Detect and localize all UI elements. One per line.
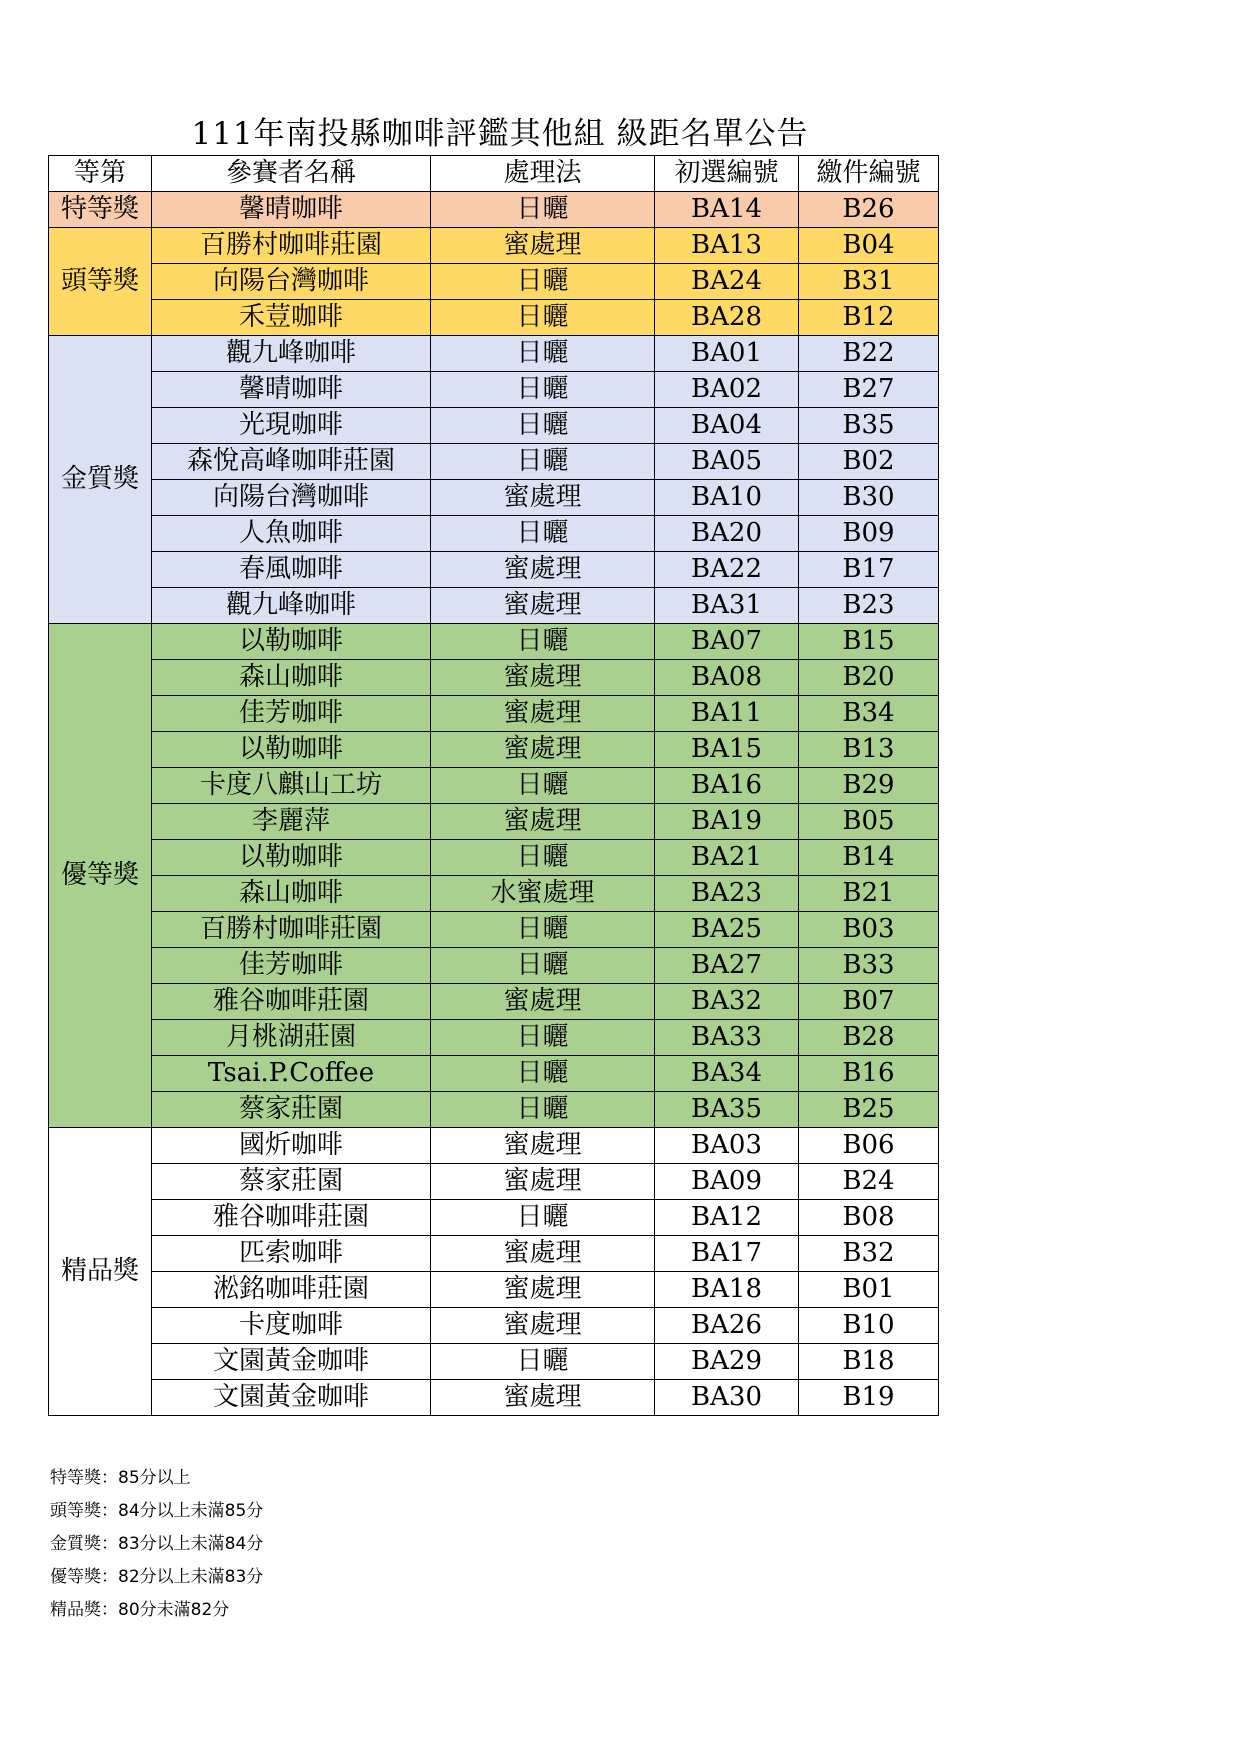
note-line: 金質獎：83分以上未滿84分: [50, 1534, 264, 1554]
participant-cell: 觀九峰咖啡: [152, 336, 431, 372]
process-cell: 蜜處理: [431, 732, 655, 768]
table-row: [49, 696, 939, 732]
participant-cell: 卡度八麒山工坊: [152, 768, 431, 804]
process-cell: 日曬: [431, 912, 655, 948]
process-cell: 日曬: [431, 516, 655, 552]
participant-cell: 森山咖啡: [152, 876, 431, 912]
submission-number-cell: B01: [799, 1272, 939, 1308]
participant-cell: 國炘咖啡: [152, 1128, 431, 1164]
preliminary-number-cell: BA01: [655, 336, 799, 372]
process-cell: 日曬: [431, 444, 655, 480]
table-row: [49, 1308, 939, 1344]
participant-cell: 蔡家莊園: [152, 1092, 431, 1128]
table-row: [49, 552, 939, 588]
grade-cell: 精品獎: [49, 1128, 152, 1416]
submission-number-cell: B32: [799, 1236, 939, 1272]
table-row: [49, 408, 939, 444]
submission-number-cell: B16: [799, 1056, 939, 1092]
preliminary-number-cell: BA35: [655, 1092, 799, 1128]
participant-cell: 森山咖啡: [152, 660, 431, 696]
process-cell: 日曬: [431, 336, 655, 372]
table-row: [49, 588, 939, 624]
participant-cell: 馨晴咖啡: [152, 372, 431, 408]
preliminary-number-cell: BA07: [655, 624, 799, 660]
process-cell: 蜜處理: [431, 1380, 655, 1416]
table-row: [49, 336, 939, 372]
note-line: 優等獎：82分以上未滿83分: [50, 1567, 264, 1587]
preliminary-number-cell: BA31: [655, 588, 799, 624]
submission-number-cell: B10: [799, 1308, 939, 1344]
process-cell: 日曬: [431, 372, 655, 408]
process-cell: 日曬: [431, 1200, 655, 1236]
results-table: [48, 155, 939, 1416]
table-row: [49, 480, 939, 516]
note-line: 特等獎：85分以上: [50, 1468, 191, 1488]
preliminary-number-cell: BA19: [655, 804, 799, 840]
table-row: [49, 228, 939, 264]
preliminary-number-cell: BA27: [655, 948, 799, 984]
grade-cell: 特等獎: [49, 192, 152, 228]
table-row: [49, 264, 939, 300]
preliminary-number-cell: BA04: [655, 408, 799, 444]
participant-cell: 百勝村咖啡莊園: [152, 228, 431, 264]
header-grade: 等第: [49, 156, 152, 192]
submission-number-cell: B33: [799, 948, 939, 984]
preliminary-number-cell: BA16: [655, 768, 799, 804]
preliminary-number-cell: BA29: [655, 1344, 799, 1380]
process-cell: 日曬: [431, 840, 655, 876]
submission-number-cell: B12: [799, 300, 939, 336]
grade-cell: 頭等獎: [49, 228, 152, 336]
submission-number-cell: B25: [799, 1092, 939, 1128]
process-cell: 日曬: [431, 408, 655, 444]
table-row: [49, 732, 939, 768]
participant-cell: 匹索咖啡: [152, 1236, 431, 1272]
table-row: [49, 516, 939, 552]
submission-number-cell: B26: [799, 192, 939, 228]
participant-cell: 百勝村咖啡莊園: [152, 912, 431, 948]
process-cell: 日曬: [431, 1092, 655, 1128]
note-line: 頭等獎：84分以上未滿85分: [50, 1501, 264, 1521]
preliminary-number-cell: BA20: [655, 516, 799, 552]
preliminary-number-cell: BA33: [655, 1020, 799, 1056]
participant-cell: 文園黃金咖啡: [152, 1380, 431, 1416]
grade-cell: 金質獎: [49, 336, 152, 624]
preliminary-number-cell: BA30: [655, 1380, 799, 1416]
participant-cell: 佳芳咖啡: [152, 948, 431, 984]
preliminary-number-cell: BA14: [655, 192, 799, 228]
preliminary-number-cell: BA18: [655, 1272, 799, 1308]
preliminary-number-cell: BA26: [655, 1308, 799, 1344]
participant-cell: 禾荳咖啡: [152, 300, 431, 336]
table-row: [49, 1092, 939, 1128]
process-cell: 日曬: [431, 264, 655, 300]
table-row: [49, 1380, 939, 1416]
process-cell: 日曬: [431, 948, 655, 984]
table-row: [49, 624, 939, 660]
submission-number-cell: B04: [799, 228, 939, 264]
process-cell: 蜜處理: [431, 228, 655, 264]
table-row: [49, 1272, 939, 1308]
table-row: [49, 1344, 939, 1380]
preliminary-number-cell: BA34: [655, 1056, 799, 1092]
table-row: [49, 1056, 939, 1092]
header-submission-number: 繳件編號: [799, 156, 939, 192]
submission-number-cell: B02: [799, 444, 939, 480]
participant-cell: 雅谷咖啡莊園: [152, 1200, 431, 1236]
participant-cell: 蔡家莊園: [152, 1164, 431, 1200]
table-row: [49, 1236, 939, 1272]
participant-cell: 以勒咖啡: [152, 732, 431, 768]
table-row: [49, 192, 939, 228]
participant-cell: 馨晴咖啡: [152, 192, 431, 228]
participant-cell: 佳芳咖啡: [152, 696, 431, 732]
preliminary-number-cell: BA11: [655, 696, 799, 732]
participant-cell: 以勒咖啡: [152, 840, 431, 876]
table-row: [49, 1020, 939, 1056]
table-row: [49, 840, 939, 876]
participant-cell: 李麗萍: [152, 804, 431, 840]
table-body: [49, 192, 939, 1416]
process-cell: 蜜處理: [431, 1128, 655, 1164]
submission-number-cell: B27: [799, 372, 939, 408]
table-row: [49, 372, 939, 408]
preliminary-number-cell: BA10: [655, 480, 799, 516]
process-cell: 日曬: [431, 300, 655, 336]
note-line: 精品獎：80分未滿82分: [50, 1600, 230, 1620]
submission-number-cell: B28: [799, 1020, 939, 1056]
participant-cell: 人魚咖啡: [152, 516, 431, 552]
participant-cell: 森悅高峰咖啡莊園: [152, 444, 431, 480]
submission-number-cell: B24: [799, 1164, 939, 1200]
submission-number-cell: B34: [799, 696, 939, 732]
submission-number-cell: B18: [799, 1344, 939, 1380]
process-cell: 蜜處理: [431, 1164, 655, 1200]
process-cell: 蜜處理: [431, 552, 655, 588]
submission-number-cell: B35: [799, 408, 939, 444]
table-row: [49, 1128, 939, 1164]
preliminary-number-cell: BA09: [655, 1164, 799, 1200]
process-cell: 蜜處理: [431, 1236, 655, 1272]
table-row: [49, 876, 939, 912]
preliminary-number-cell: BA02: [655, 372, 799, 408]
table-row: [49, 1164, 939, 1200]
preliminary-number-cell: BA23: [655, 876, 799, 912]
preliminary-number-cell: BA08: [655, 660, 799, 696]
participant-cell: 以勒咖啡: [152, 624, 431, 660]
process-cell: 日曬: [431, 1056, 655, 1092]
process-cell: 蜜處理: [431, 696, 655, 732]
participant-cell: 光現咖啡: [152, 408, 431, 444]
preliminary-number-cell: BA32: [655, 984, 799, 1020]
process-cell: 蜜處理: [431, 588, 655, 624]
table-row: [49, 1200, 939, 1236]
submission-number-cell: B14: [799, 840, 939, 876]
header-process: 處理法: [431, 156, 655, 192]
submission-number-cell: B15: [799, 624, 939, 660]
submission-number-cell: B09: [799, 516, 939, 552]
preliminary-number-cell: BA25: [655, 912, 799, 948]
page-title: 111年南投縣咖啡評鑑其他組 級距名單公告: [191, 116, 809, 152]
preliminary-number-cell: BA12: [655, 1200, 799, 1236]
participant-cell: 月桃湖莊園: [152, 1020, 431, 1056]
submission-number-cell: B23: [799, 588, 939, 624]
table-row: [49, 948, 939, 984]
process-cell: 蜜處理: [431, 480, 655, 516]
submission-number-cell: B21: [799, 876, 939, 912]
submission-number-cell: B08: [799, 1200, 939, 1236]
participant-cell: 觀九峰咖啡: [152, 588, 431, 624]
preliminary-number-cell: BA05: [655, 444, 799, 480]
process-cell: 日曬: [431, 192, 655, 228]
grade-notes: [50, 1462, 263, 1627]
participant-cell: 春風咖啡: [152, 552, 431, 588]
participant-cell: 卡度咖啡: [152, 1308, 431, 1344]
submission-number-cell: B20: [799, 660, 939, 696]
table-row: [49, 300, 939, 336]
preliminary-number-cell: BA15: [655, 732, 799, 768]
submission-number-cell: B06: [799, 1128, 939, 1164]
table-header-row: [49, 156, 939, 192]
table-row: [49, 912, 939, 948]
participant-cell: 淞銘咖啡莊園: [152, 1272, 431, 1308]
preliminary-number-cell: BA03: [655, 1128, 799, 1164]
preliminary-number-cell: BA17: [655, 1236, 799, 1272]
submission-number-cell: B13: [799, 732, 939, 768]
participant-cell: 雅谷咖啡莊園: [152, 984, 431, 1020]
submission-number-cell: B03: [799, 912, 939, 948]
table-row: [49, 768, 939, 804]
preliminary-number-cell: BA13: [655, 228, 799, 264]
process-cell: 蜜處理: [431, 660, 655, 696]
preliminary-number-cell: BA24: [655, 264, 799, 300]
header-preliminary-number: 初選編號: [655, 156, 799, 192]
process-cell: 日曬: [431, 1344, 655, 1380]
process-cell: 蜜處理: [431, 984, 655, 1020]
process-cell: 蜜處理: [431, 804, 655, 840]
submission-number-cell: B31: [799, 264, 939, 300]
table-row: [49, 984, 939, 1020]
participant-cell: 向陽台灣咖啡: [152, 264, 431, 300]
process-cell: 蜜處理: [431, 1308, 655, 1344]
submission-number-cell: B19: [799, 1380, 939, 1416]
submission-number-cell: B22: [799, 336, 939, 372]
process-cell: 蜜處理: [431, 1272, 655, 1308]
participant-cell: 文園黃金咖啡: [152, 1344, 431, 1380]
process-cell: 水蜜處理: [431, 876, 655, 912]
participant-cell: Tsai.P.Coffee: [152, 1056, 431, 1092]
process-cell: 日曬: [431, 768, 655, 804]
submission-number-cell: B17: [799, 552, 939, 588]
submission-number-cell: B30: [799, 480, 939, 516]
table-row: [49, 444, 939, 480]
preliminary-number-cell: BA21: [655, 840, 799, 876]
participant-cell: 向陽台灣咖啡: [152, 480, 431, 516]
process-cell: 日曬: [431, 624, 655, 660]
submission-number-cell: B29: [799, 768, 939, 804]
submission-number-cell: B07: [799, 984, 939, 1020]
grade-cell: 優等獎: [49, 624, 152, 1128]
process-cell: 日曬: [431, 1020, 655, 1056]
header-participant: 參賽者名稱: [152, 156, 431, 192]
table-row: [49, 804, 939, 840]
table-row: [49, 660, 939, 696]
preliminary-number-cell: BA28: [655, 300, 799, 336]
submission-number-cell: B05: [799, 804, 939, 840]
preliminary-number-cell: BA22: [655, 552, 799, 588]
